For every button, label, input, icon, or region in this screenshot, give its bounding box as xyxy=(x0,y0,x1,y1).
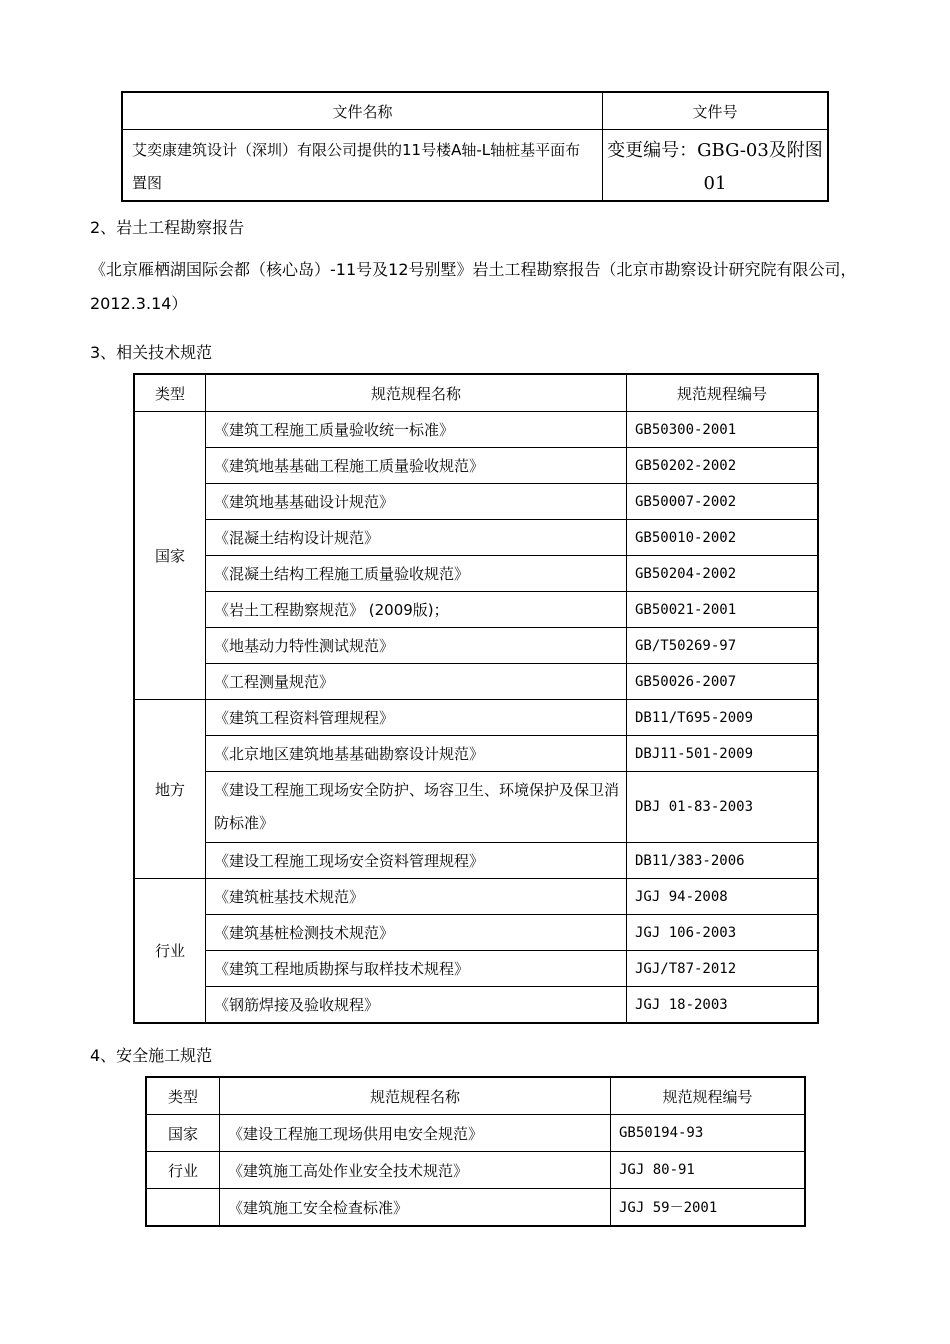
table-row xyxy=(146,1152,805,1189)
standard-code: JGJ 18-2003 xyxy=(627,987,819,1024)
standard-code: DBJ11-501-2009 xyxy=(627,736,819,772)
table-row xyxy=(134,664,818,700)
file-table xyxy=(121,91,829,202)
standard-name: 《混凝土结构工程施工质量验收规范》 xyxy=(206,556,627,592)
section-2-heading: 2、岩土工程勘察报告 xyxy=(90,218,245,237)
standard-name: 《工程测量规范》 xyxy=(206,664,627,700)
standard-code: GB50300-2001 xyxy=(627,412,819,448)
table-row xyxy=(134,700,818,736)
header-code: 规范规程编号 xyxy=(627,374,819,412)
section-3-heading: 3、相关技术规范 xyxy=(90,343,213,362)
table-row xyxy=(134,915,818,951)
standard-name: 《建设工程施工现场安全资料管理规程》 xyxy=(206,843,627,879)
standard-name: 《建筑基桩检测技术规范》 xyxy=(206,915,627,951)
safety-table-header xyxy=(146,1077,805,1115)
standard-code: DBJ 01-83-2003 xyxy=(627,772,819,843)
row-type xyxy=(146,1189,220,1227)
standard-name: 《建筑地基基础设计规范》 xyxy=(206,484,627,520)
table-row xyxy=(134,556,818,592)
standard-name: 《建设工程施工现场安全防护、场容卫生、环境保护及保卫消防标准》 xyxy=(206,772,627,843)
standard-name: 《混凝土结构设计规范》 xyxy=(206,520,627,556)
standard-name: 《建筑桩基技术规范》 xyxy=(206,879,627,915)
section-2-paragraph: 《北京雁栖湖国际会都（核心岛）-11号及12号别墅》岩土工程勘察报告（北京市勘察设计研究院有限公司，2012.3.14） xyxy=(90,260,857,313)
header-name: 规范规程名称 xyxy=(206,374,627,412)
table-row xyxy=(134,736,818,772)
standard-name: 《建筑地基基础工程施工质量验收规范》 xyxy=(206,448,627,484)
standard-code: GB50010-2002 xyxy=(627,520,819,556)
standard-name: 《地基动力特性测试规范》 xyxy=(206,628,627,664)
standard-code: JGJ 59－2001 xyxy=(611,1189,806,1227)
header-type: 类型 xyxy=(134,374,206,412)
header-file-number: 文件号 xyxy=(603,92,829,130)
standard-code: GB/T50269-97 xyxy=(627,628,819,664)
table-row xyxy=(134,448,818,484)
tech-table-header xyxy=(134,374,818,412)
table-row xyxy=(134,843,818,879)
header-name: 规范规程名称 xyxy=(220,1077,611,1115)
section-4-heading: 4、安全施工规范 xyxy=(90,1046,213,1065)
table-row xyxy=(146,1115,805,1152)
standard-name: 《建设工程施工现场供用电安全规范》 xyxy=(220,1115,611,1152)
file-name-cell: 艾奕康建筑设计（深圳）有限公司提供的11号楼A轴-L轴桩基平面布置图 xyxy=(122,130,603,202)
standard-name: 《建筑施工安全检查标准》 xyxy=(220,1189,611,1227)
table-row xyxy=(146,1189,805,1227)
standard-code: DB11/383-2006 xyxy=(627,843,819,879)
standard-code: DB11/T695-2009 xyxy=(627,700,819,736)
table-row xyxy=(134,951,818,987)
group-type-national: 国家 xyxy=(134,412,206,700)
table-row xyxy=(134,484,818,520)
group-type-local: 地方 xyxy=(134,700,206,879)
table-row xyxy=(134,772,818,843)
standard-code: GB50007-2002 xyxy=(627,484,819,520)
standard-name: 《建筑工程地质勘探与取样技术规程》 xyxy=(206,951,627,987)
table-row xyxy=(134,592,818,628)
standard-code: JGJ 80-91 xyxy=(611,1152,806,1189)
standard-name: 《钢筋焊接及验收规程》 xyxy=(206,987,627,1024)
tech-standards-table xyxy=(133,373,819,1024)
standard-name: 《建筑工程施工质量验收统一标准》 xyxy=(206,412,627,448)
standard-name: 《建筑工程资料管理规程》 xyxy=(206,700,627,736)
header-file-name: 文件名称 xyxy=(122,92,603,130)
table-row xyxy=(134,628,818,664)
file-table-row xyxy=(122,130,828,202)
table-row xyxy=(134,412,818,448)
header-type: 类型 xyxy=(146,1077,220,1115)
row-type: 国家 xyxy=(146,1115,220,1152)
table-row xyxy=(134,987,818,1024)
standard-code: JGJ 106-2003 xyxy=(627,915,819,951)
standard-name: 《建筑施工高处作业安全技术规范》 xyxy=(220,1152,611,1189)
safety-standards-table xyxy=(145,1076,806,1227)
standard-code: GB50026-2007 xyxy=(627,664,819,700)
file-number-cell: 变更编号：GBG-03及附图01 xyxy=(603,130,829,202)
standard-code: GB50204-2002 xyxy=(627,556,819,592)
header-code: 规范规程编号 xyxy=(611,1077,806,1115)
table-row xyxy=(134,520,818,556)
table-row xyxy=(134,879,818,915)
group-type-industry: 行业 xyxy=(134,879,206,1024)
standard-code: GB50202-2002 xyxy=(627,448,819,484)
file-table-header xyxy=(122,92,828,130)
standard-code: GB50194-93 xyxy=(611,1115,806,1152)
standard-code: JGJ 94-2008 xyxy=(627,879,819,915)
standard-code: GB50021-2001 xyxy=(627,592,819,628)
standard-name: 《岩土工程勘察规范》 (2009版)； xyxy=(206,592,627,628)
standard-name: 《北京地区建筑地基基础勘察设计规范》 xyxy=(206,736,627,772)
row-type: 行业 xyxy=(146,1152,220,1189)
standard-code: JGJ/T87-2012 xyxy=(627,951,819,987)
